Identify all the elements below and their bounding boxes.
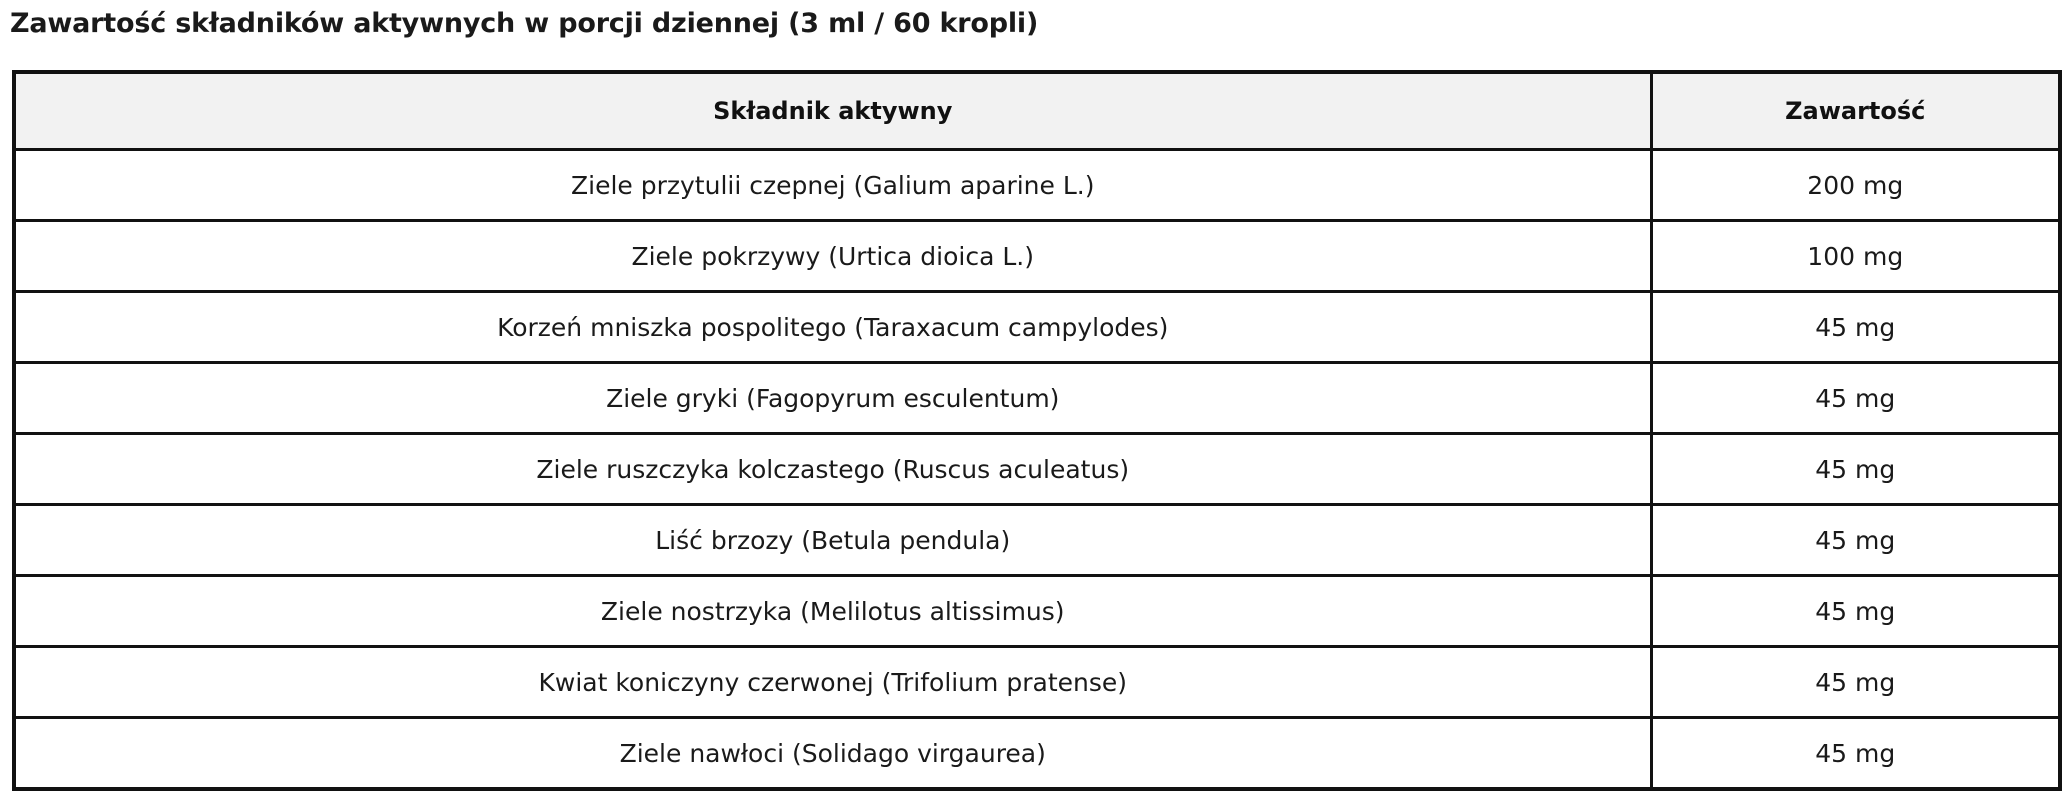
table-header-row <box>14 72 2060 150</box>
ingredient-cell: Liść brzozy (Betula pendula) <box>14 505 1651 576</box>
ingredient-cell: Ziele pokrzywy (Urtica dioica L.) <box>14 221 1651 292</box>
amount-cell: 100 mg <box>1651 221 2060 292</box>
table-row <box>14 718 2060 790</box>
ingredient-cell: Korzeń mniszka pospolitego (Taraxacum campylodes) <box>14 292 1651 363</box>
table-row <box>14 292 2060 363</box>
header-ingredient: Składnik aktywny <box>14 72 1651 150</box>
table-row <box>14 221 2060 292</box>
ingredient-cell: Ziele gryki (Fagopyrum esculentum) <box>14 363 1651 434</box>
header-content: Zawartość <box>1651 72 2060 150</box>
amount-cell: 45 mg <box>1651 718 2060 790</box>
ingredient-cell: Ziele przytulii czepnej (Galium aparine L.) <box>14 150 1651 221</box>
table-row <box>14 363 2060 434</box>
table-row <box>14 576 2060 647</box>
ingredient-cell: Ziele nawłoci (Solidago virgaurea) <box>14 718 1651 790</box>
amount-cell: 45 mg <box>1651 363 2060 434</box>
table-row <box>14 150 2060 221</box>
amount-cell: 45 mg <box>1651 576 2060 647</box>
table-row <box>14 434 2060 505</box>
amount-cell: 45 mg <box>1651 505 2060 576</box>
ingredients-table <box>12 70 2062 791</box>
table-title: Zawartość składników aktywnych w porcji dziennej (3 ml / 60 kropli) <box>10 8 1039 39</box>
amount-cell: 45 mg <box>1651 434 2060 505</box>
table-row <box>14 647 2060 718</box>
ingredient-cell: Ziele ruszczyka kolczastego (Ruscus aculeatus) <box>14 434 1651 505</box>
ingredient-cell: Kwiat koniczyny czerwonej (Trifolium pratense) <box>14 647 1651 718</box>
ingredient-cell: Ziele nostrzyka (Melilotus altissimus) <box>14 576 1651 647</box>
amount-cell: 200 mg <box>1651 150 2060 221</box>
amount-cell: 45 mg <box>1651 647 2060 718</box>
table-row <box>14 505 2060 576</box>
amount-cell: 45 mg <box>1651 292 2060 363</box>
